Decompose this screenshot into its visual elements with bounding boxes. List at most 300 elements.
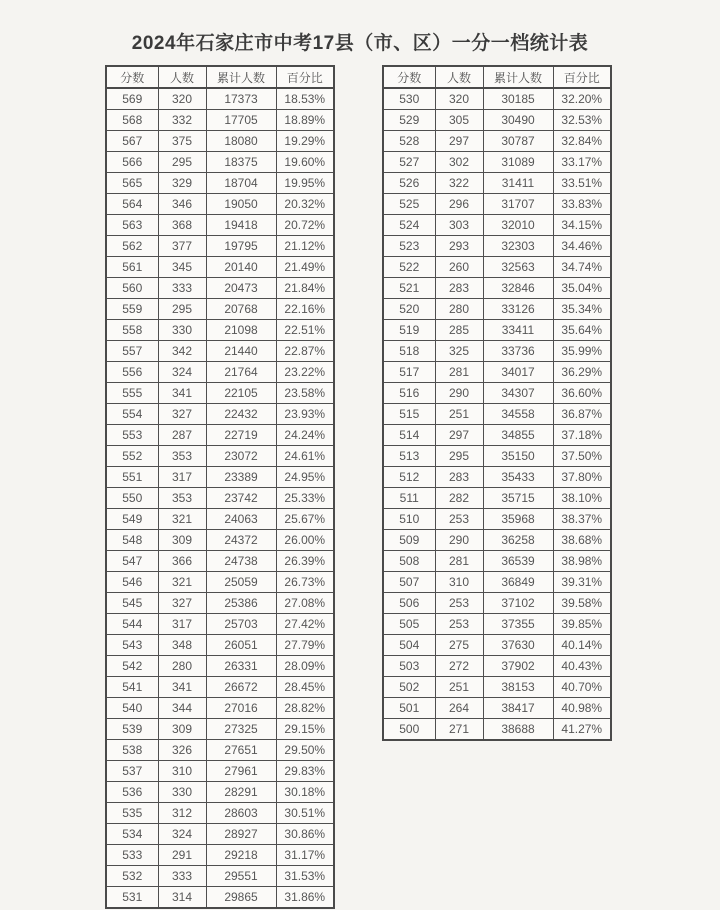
cell-score: 519 — [383, 320, 435, 341]
cell-count: 291 — [158, 845, 206, 866]
cell-score: 547 — [106, 551, 158, 572]
cell-cumulative: 20140 — [206, 257, 276, 278]
cell-score: 529 — [383, 110, 435, 131]
cell-cumulative: 18375 — [206, 152, 276, 173]
cell-percent: 37.80% — [553, 467, 611, 488]
cell-percent: 41.27% — [553, 719, 611, 741]
table-row — [383, 257, 611, 278]
cell-score: 542 — [106, 656, 158, 677]
table-header-right — [383, 66, 611, 88]
cell-score: 513 — [383, 446, 435, 467]
cell-count: 253 — [435, 509, 483, 530]
cell-cumulative: 30490 — [483, 110, 553, 131]
cell-cumulative: 35150 — [483, 446, 553, 467]
cell-percent: 21.49% — [276, 257, 334, 278]
cell-cumulative: 31089 — [483, 152, 553, 173]
cell-cumulative: 23389 — [206, 467, 276, 488]
table-row — [106, 173, 334, 194]
cell-count: 283 — [435, 467, 483, 488]
cell-percent: 34.46% — [553, 236, 611, 257]
cell-percent: 24.61% — [276, 446, 334, 467]
cell-percent: 23.22% — [276, 362, 334, 383]
cell-score: 553 — [106, 425, 158, 446]
cell-percent: 39.31% — [553, 572, 611, 593]
cell-cumulative: 29218 — [206, 845, 276, 866]
cell-cumulative: 31411 — [483, 173, 553, 194]
cell-percent: 35.34% — [553, 299, 611, 320]
cell-score: 509 — [383, 530, 435, 551]
table-row — [383, 362, 611, 383]
cell-score: 532 — [106, 866, 158, 887]
cell-cumulative: 34307 — [483, 383, 553, 404]
header-row — [106, 66, 334, 88]
table-row — [383, 404, 611, 425]
cell-percent: 36.29% — [553, 362, 611, 383]
cell-cumulative: 24372 — [206, 530, 276, 551]
col-header-cumulative: 累计人数 — [483, 66, 553, 88]
cell-percent: 27.42% — [276, 614, 334, 635]
col-header-percent: 百分比 — [276, 66, 334, 88]
table-row — [106, 110, 334, 131]
cell-count: 320 — [435, 88, 483, 110]
cell-percent: 35.99% — [553, 341, 611, 362]
cell-score: 552 — [106, 446, 158, 467]
table-row — [383, 194, 611, 215]
cell-count: 305 — [435, 110, 483, 131]
cell-count: 281 — [435, 362, 483, 383]
cell-percent: 24.95% — [276, 467, 334, 488]
cell-cumulative: 36258 — [483, 530, 553, 551]
cell-cumulative: 30787 — [483, 131, 553, 152]
cell-count: 297 — [435, 425, 483, 446]
cell-count: 341 — [158, 383, 206, 404]
cell-score: 538 — [106, 740, 158, 761]
cell-percent: 18.53% — [276, 88, 334, 110]
table-row — [106, 425, 334, 446]
cell-percent: 34.74% — [553, 257, 611, 278]
table-row — [106, 215, 334, 236]
table-row — [383, 530, 611, 551]
cell-count: 296 — [435, 194, 483, 215]
cell-percent: 22.87% — [276, 341, 334, 362]
cell-count: 333 — [158, 866, 206, 887]
cell-cumulative: 29551 — [206, 866, 276, 887]
cell-count: 251 — [435, 677, 483, 698]
table-row — [106, 782, 334, 803]
table-row — [383, 88, 611, 110]
cell-count: 345 — [158, 257, 206, 278]
cell-count: 310 — [435, 572, 483, 593]
cell-percent: 27.79% — [276, 635, 334, 656]
cell-count: 326 — [158, 740, 206, 761]
cell-count: 295 — [158, 152, 206, 173]
cell-score: 534 — [106, 824, 158, 845]
table-row — [106, 845, 334, 866]
cell-percent: 21.84% — [276, 278, 334, 299]
table-row — [383, 488, 611, 509]
cell-count: 353 — [158, 488, 206, 509]
table-row — [106, 278, 334, 299]
cell-score: 511 — [383, 488, 435, 509]
cell-score: 565 — [106, 173, 158, 194]
cell-percent: 22.51% — [276, 320, 334, 341]
table-row — [383, 635, 611, 656]
cell-score: 501 — [383, 698, 435, 719]
cell-score: 560 — [106, 278, 158, 299]
cell-count: 303 — [435, 215, 483, 236]
cell-percent: 38.98% — [553, 551, 611, 572]
cell-score: 549 — [106, 509, 158, 530]
cell-count: 375 — [158, 131, 206, 152]
cell-cumulative: 28291 — [206, 782, 276, 803]
cell-cumulative: 37630 — [483, 635, 553, 656]
table-row — [383, 425, 611, 446]
cell-count: 341 — [158, 677, 206, 698]
cell-score: 514 — [383, 425, 435, 446]
table-row — [383, 698, 611, 719]
table-row — [106, 740, 334, 761]
cell-count: 295 — [435, 446, 483, 467]
cell-score: 535 — [106, 803, 158, 824]
cell-cumulative: 23742 — [206, 488, 276, 509]
cell-percent: 25.67% — [276, 509, 334, 530]
cell-cumulative: 18704 — [206, 173, 276, 194]
table-row — [383, 572, 611, 593]
cell-percent: 37.18% — [553, 425, 611, 446]
cell-percent: 33.17% — [553, 152, 611, 173]
cell-score: 541 — [106, 677, 158, 698]
table-row — [106, 866, 334, 887]
cell-cumulative: 32563 — [483, 257, 553, 278]
cell-cumulative: 30185 — [483, 88, 553, 110]
cell-count: 297 — [435, 131, 483, 152]
cell-count: 282 — [435, 488, 483, 509]
cell-percent: 35.04% — [553, 278, 611, 299]
cell-cumulative: 33411 — [483, 320, 553, 341]
cell-percent: 38.37% — [553, 509, 611, 530]
cell-cumulative: 38417 — [483, 698, 553, 719]
table-row — [106, 824, 334, 845]
table-row — [106, 362, 334, 383]
cell-score: 540 — [106, 698, 158, 719]
cell-cumulative: 36849 — [483, 572, 553, 593]
cell-percent: 31.17% — [276, 845, 334, 866]
cell-score: 528 — [383, 131, 435, 152]
cell-score: 550 — [106, 488, 158, 509]
table-row — [383, 173, 611, 194]
cell-count: 327 — [158, 593, 206, 614]
cell-score: 526 — [383, 173, 435, 194]
cell-score: 556 — [106, 362, 158, 383]
cell-cumulative: 35715 — [483, 488, 553, 509]
table-row — [106, 383, 334, 404]
cell-cumulative: 21764 — [206, 362, 276, 383]
cell-percent: 29.50% — [276, 740, 334, 761]
cell-count: 348 — [158, 635, 206, 656]
table-row — [383, 152, 611, 173]
table-row — [106, 320, 334, 341]
cell-count: 264 — [435, 698, 483, 719]
table-header-left — [106, 66, 334, 88]
cell-count: 344 — [158, 698, 206, 719]
cell-percent: 23.58% — [276, 383, 334, 404]
table-row — [106, 131, 334, 152]
cell-cumulative: 34855 — [483, 425, 553, 446]
cell-score: 533 — [106, 845, 158, 866]
cell-percent: 37.50% — [553, 446, 611, 467]
cell-score: 564 — [106, 194, 158, 215]
table-row — [383, 467, 611, 488]
table-row — [106, 803, 334, 824]
cell-count: 309 — [158, 719, 206, 740]
table-row — [383, 593, 611, 614]
table-row — [383, 446, 611, 467]
cell-count: 281 — [435, 551, 483, 572]
table-row — [106, 530, 334, 551]
cell-count: 333 — [158, 278, 206, 299]
cell-score: 537 — [106, 761, 158, 782]
table-row — [106, 551, 334, 572]
cell-count: 332 — [158, 110, 206, 131]
cell-percent: 24.24% — [276, 425, 334, 446]
cell-count: 280 — [158, 656, 206, 677]
cell-count: 322 — [435, 173, 483, 194]
cell-percent: 26.73% — [276, 572, 334, 593]
cell-count: 314 — [158, 887, 206, 909]
cell-cumulative: 27016 — [206, 698, 276, 719]
cell-percent: 32.84% — [553, 131, 611, 152]
cell-score: 516 — [383, 383, 435, 404]
cell-count: 310 — [158, 761, 206, 782]
cell-score: 504 — [383, 635, 435, 656]
cell-cumulative: 27961 — [206, 761, 276, 782]
cell-count: 327 — [158, 404, 206, 425]
table-row — [383, 509, 611, 530]
cell-count: 321 — [158, 572, 206, 593]
cell-count: 283 — [435, 278, 483, 299]
cell-score: 545 — [106, 593, 158, 614]
cell-score: 530 — [383, 88, 435, 110]
table-row — [383, 656, 611, 677]
table-row — [383, 341, 611, 362]
cell-count: 330 — [158, 782, 206, 803]
cell-percent: 40.14% — [553, 635, 611, 656]
table-row — [106, 88, 334, 110]
cell-score: 558 — [106, 320, 158, 341]
score-table-left — [105, 65, 335, 909]
cell-score: 502 — [383, 677, 435, 698]
cell-score: 557 — [106, 341, 158, 362]
col-header-count: 人数 — [158, 66, 206, 88]
cell-count: 309 — [158, 530, 206, 551]
cell-cumulative: 29865 — [206, 887, 276, 909]
cell-cumulative: 20473 — [206, 278, 276, 299]
table-row — [383, 299, 611, 320]
cell-percent: 22.16% — [276, 299, 334, 320]
cell-cumulative: 32846 — [483, 278, 553, 299]
cell-cumulative: 33736 — [483, 341, 553, 362]
cell-cumulative: 27651 — [206, 740, 276, 761]
cell-count: 353 — [158, 446, 206, 467]
cell-percent: 34.15% — [553, 215, 611, 236]
cell-count: 321 — [158, 509, 206, 530]
cell-score: 539 — [106, 719, 158, 740]
cell-cumulative: 25059 — [206, 572, 276, 593]
cell-score: 524 — [383, 215, 435, 236]
cell-percent: 26.00% — [276, 530, 334, 551]
cell-percent: 19.29% — [276, 131, 334, 152]
cell-percent: 20.32% — [276, 194, 334, 215]
table-row — [106, 509, 334, 530]
cell-percent: 28.45% — [276, 677, 334, 698]
cell-cumulative: 33126 — [483, 299, 553, 320]
cell-percent: 33.83% — [553, 194, 611, 215]
cell-score: 543 — [106, 635, 158, 656]
cell-percent: 30.51% — [276, 803, 334, 824]
cell-score: 508 — [383, 551, 435, 572]
col-header-score: 分数 — [106, 66, 158, 88]
col-header-percent: 百分比 — [553, 66, 611, 88]
cell-count: 317 — [158, 614, 206, 635]
cell-cumulative: 24738 — [206, 551, 276, 572]
cell-score: 551 — [106, 467, 158, 488]
cell-cumulative: 37902 — [483, 656, 553, 677]
col-header-count: 人数 — [435, 66, 483, 88]
cell-score: 518 — [383, 341, 435, 362]
cell-count: 275 — [435, 635, 483, 656]
table-row — [106, 257, 334, 278]
cell-percent: 39.58% — [553, 593, 611, 614]
cell-count: 366 — [158, 551, 206, 572]
table-row — [106, 152, 334, 173]
cell-score: 561 — [106, 257, 158, 278]
cell-score: 515 — [383, 404, 435, 425]
cell-cumulative: 26331 — [206, 656, 276, 677]
cell-score: 544 — [106, 614, 158, 635]
cell-percent: 21.12% — [276, 236, 334, 257]
cell-cumulative: 19795 — [206, 236, 276, 257]
cell-percent: 33.51% — [553, 173, 611, 194]
cell-count: 312 — [158, 803, 206, 824]
cell-cumulative: 22105 — [206, 383, 276, 404]
cell-percent: 40.98% — [553, 698, 611, 719]
cell-score: 531 — [106, 887, 158, 909]
table-row — [106, 404, 334, 425]
cell-count: 290 — [435, 383, 483, 404]
table-row — [383, 278, 611, 299]
table-row — [106, 698, 334, 719]
table-row — [383, 383, 611, 404]
table-row — [383, 215, 611, 236]
cell-count: 293 — [435, 236, 483, 257]
cell-percent: 18.89% — [276, 110, 334, 131]
table-row — [106, 887, 334, 909]
table-row — [106, 572, 334, 593]
cell-cumulative: 25386 — [206, 593, 276, 614]
table-row — [383, 236, 611, 257]
score-table-right — [382, 65, 612, 741]
cell-score: 505 — [383, 614, 435, 635]
cell-count: 320 — [158, 88, 206, 110]
table-row — [106, 446, 334, 467]
cell-percent: 40.70% — [553, 677, 611, 698]
cell-count: 285 — [435, 320, 483, 341]
table-row — [383, 677, 611, 698]
cell-cumulative: 25703 — [206, 614, 276, 635]
cell-count: 302 — [435, 152, 483, 173]
table-row — [383, 551, 611, 572]
cell-percent: 19.60% — [276, 152, 334, 173]
table-row — [106, 656, 334, 677]
cell-score: 567 — [106, 131, 158, 152]
cell-score: 527 — [383, 152, 435, 173]
cell-count: 325 — [435, 341, 483, 362]
cell-cumulative: 26672 — [206, 677, 276, 698]
table-row — [383, 719, 611, 741]
cell-count: 346 — [158, 194, 206, 215]
cell-percent: 39.85% — [553, 614, 611, 635]
cell-count: 260 — [435, 257, 483, 278]
cell-score: 500 — [383, 719, 435, 741]
cell-percent: 28.82% — [276, 698, 334, 719]
cell-score: 522 — [383, 257, 435, 278]
cell-count: 251 — [435, 404, 483, 425]
cell-cumulative: 34558 — [483, 404, 553, 425]
cell-percent: 36.60% — [553, 383, 611, 404]
cell-cumulative: 31707 — [483, 194, 553, 215]
cell-score: 563 — [106, 215, 158, 236]
table-row — [106, 635, 334, 656]
cell-cumulative: 34017 — [483, 362, 553, 383]
cell-count: 290 — [435, 530, 483, 551]
cell-score: 506 — [383, 593, 435, 614]
cell-percent: 29.15% — [276, 719, 334, 740]
cell-percent: 25.33% — [276, 488, 334, 509]
cell-cumulative: 19050 — [206, 194, 276, 215]
table-row — [383, 320, 611, 341]
cell-percent: 35.64% — [553, 320, 611, 341]
cell-score: 507 — [383, 572, 435, 593]
cell-cumulative: 27325 — [206, 719, 276, 740]
cell-score: 521 — [383, 278, 435, 299]
table-row — [106, 761, 334, 782]
cell-count: 330 — [158, 320, 206, 341]
cell-percent: 38.10% — [553, 488, 611, 509]
cell-score: 512 — [383, 467, 435, 488]
cell-count: 377 — [158, 236, 206, 257]
table-row — [106, 236, 334, 257]
cell-cumulative: 23072 — [206, 446, 276, 467]
cell-cumulative: 38688 — [483, 719, 553, 741]
cell-score: 548 — [106, 530, 158, 551]
table-row — [106, 341, 334, 362]
cell-score: 568 — [106, 110, 158, 131]
table-row — [106, 719, 334, 740]
cell-percent: 38.68% — [553, 530, 611, 551]
cell-score: 559 — [106, 299, 158, 320]
cell-count: 287 — [158, 425, 206, 446]
col-header-cumulative: 累计人数 — [206, 66, 276, 88]
cell-cumulative: 18080 — [206, 131, 276, 152]
cell-count: 342 — [158, 341, 206, 362]
cell-cumulative: 37355 — [483, 614, 553, 635]
cell-percent: 31.86% — [276, 887, 334, 909]
cell-percent: 26.39% — [276, 551, 334, 572]
cell-percent: 20.72% — [276, 215, 334, 236]
cell-cumulative: 35433 — [483, 467, 553, 488]
cell-cumulative: 20768 — [206, 299, 276, 320]
cell-percent: 32.53% — [553, 110, 611, 131]
